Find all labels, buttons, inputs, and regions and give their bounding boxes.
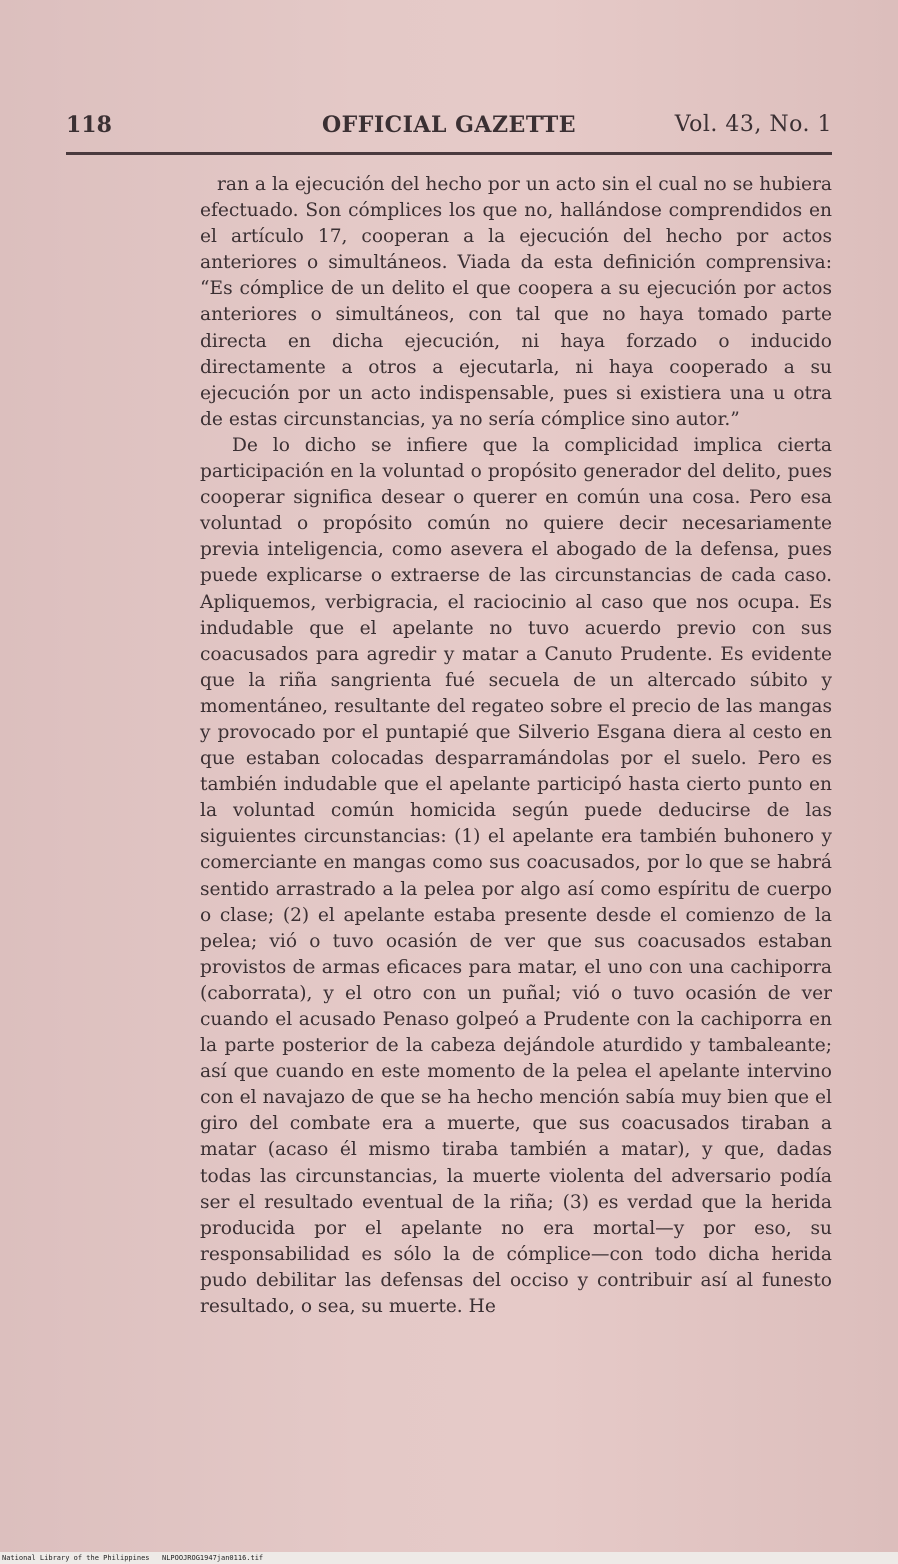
gazette-title: OFFICIAL GAZETTE: [321, 112, 577, 138]
page-header: [66, 112, 832, 144]
scan-filename: NLPOOJROG1947jan0116.tif: [162, 1554, 264, 1562]
volume-issue: Vol. 43, No. 1: [674, 112, 832, 137]
page-number: 118: [66, 112, 112, 138]
article-body: [200, 172, 832, 1320]
library-credit: National Library of the Philippines: [2, 1554, 150, 1562]
paragraph-2: De lo dicho se infiere que la complicidad implica cierta participación en la voluntad o propósito generador del delito, pues cooperar significa desear o querer en común una cosa. Pero esa voluntad o propósito común no quiere decir necesariamente previa inteligencia, como asevera el abogado de la defensa, pues puede explicarse o extraerse de las circunstancias de cada caso. Apliquemos, verbigracia, el raciocinio al caso que nos ocupa. Es indudable que el apelante no tuvo acuerdo previo con sus coacusados para agredir y matar a Canuto Prudente. Es evidente que la riña sangrienta fué secuela de un altercado súbito y momentáneo, resultante del regateo sobre el precio de las mangas y provocado por el puntapié que Silverio Esgana diera al cesto en que estaban colocadas desparramándolas por el suelo. Pero es también indudable que el apelante participó hasta cierto punto en la voluntad común homicida según puede deducirse de las siguientes circunstancias: (1) el apelante era también buhonero y comerciante en mangas como sus coacusados, por lo que se habrá sentido arrastrado a la pelea por algo así como espíritu de cuerpo o clase; (2) el apelante estaba presente desde el comienzo de la pelea; vió o tuvo ocasión de ver que sus coacusados estaban provistos de armas eficaces para matar, el uno con una cachiporra (caborrata), y el otro con un puñal; vió o tuvo ocasión de ver cuando el acusado Penaso golpeó a Prudente con la cachiporra en la parte posterior de la cabeza dejándole aturdido y tambaleante; así que cuando en este momento de la pelea el apelante intervino con el navajazo de que se ha hecho mención sabía muy bien que el giro del combate era a muerte, que sus coacusados tiraban a matar (acaso él mismo tiraba también a matar), y que, dadas todas las circunstancias, la muerte violenta del adversario podía ser el resultado eventual de la riña; (3) es verdad que la herida producida por el apelante no era mortal—y por eso, su responsabilidad es sólo la de cómplice—con todo dicha herida pudo debilitar las defensas del occiso y contribuir así al funesto resultado, o sea, su muerte. He: [200, 434, 832, 1318]
paragraph-1: ran a la ejecución del hecho por un acto sin el cual no se hubiera efectuado. Son cómplices los que no, hallándose comprendidos en el artículo 17, cooperan a la ejecución del hecho por actos anteriores o simultáneos. Viada da esta definición comprensiva: “Es cómplice de un delito el que coopera a su ejecución por actos anteriores o simultáneos, con tal que no haya tomado parte directa en dicha ejecución, ni haya forzado o inducido directamente a otros a ejecutarla, ni haya cooperado a su ejecución por un acto indispensable, pues si existiera una u otra de estas circunstancias, ya no sería cómplice sino autor.”: [200, 174, 832, 430]
header-rule: [66, 152, 832, 155]
scan-footer: [0, 1552, 898, 1564]
